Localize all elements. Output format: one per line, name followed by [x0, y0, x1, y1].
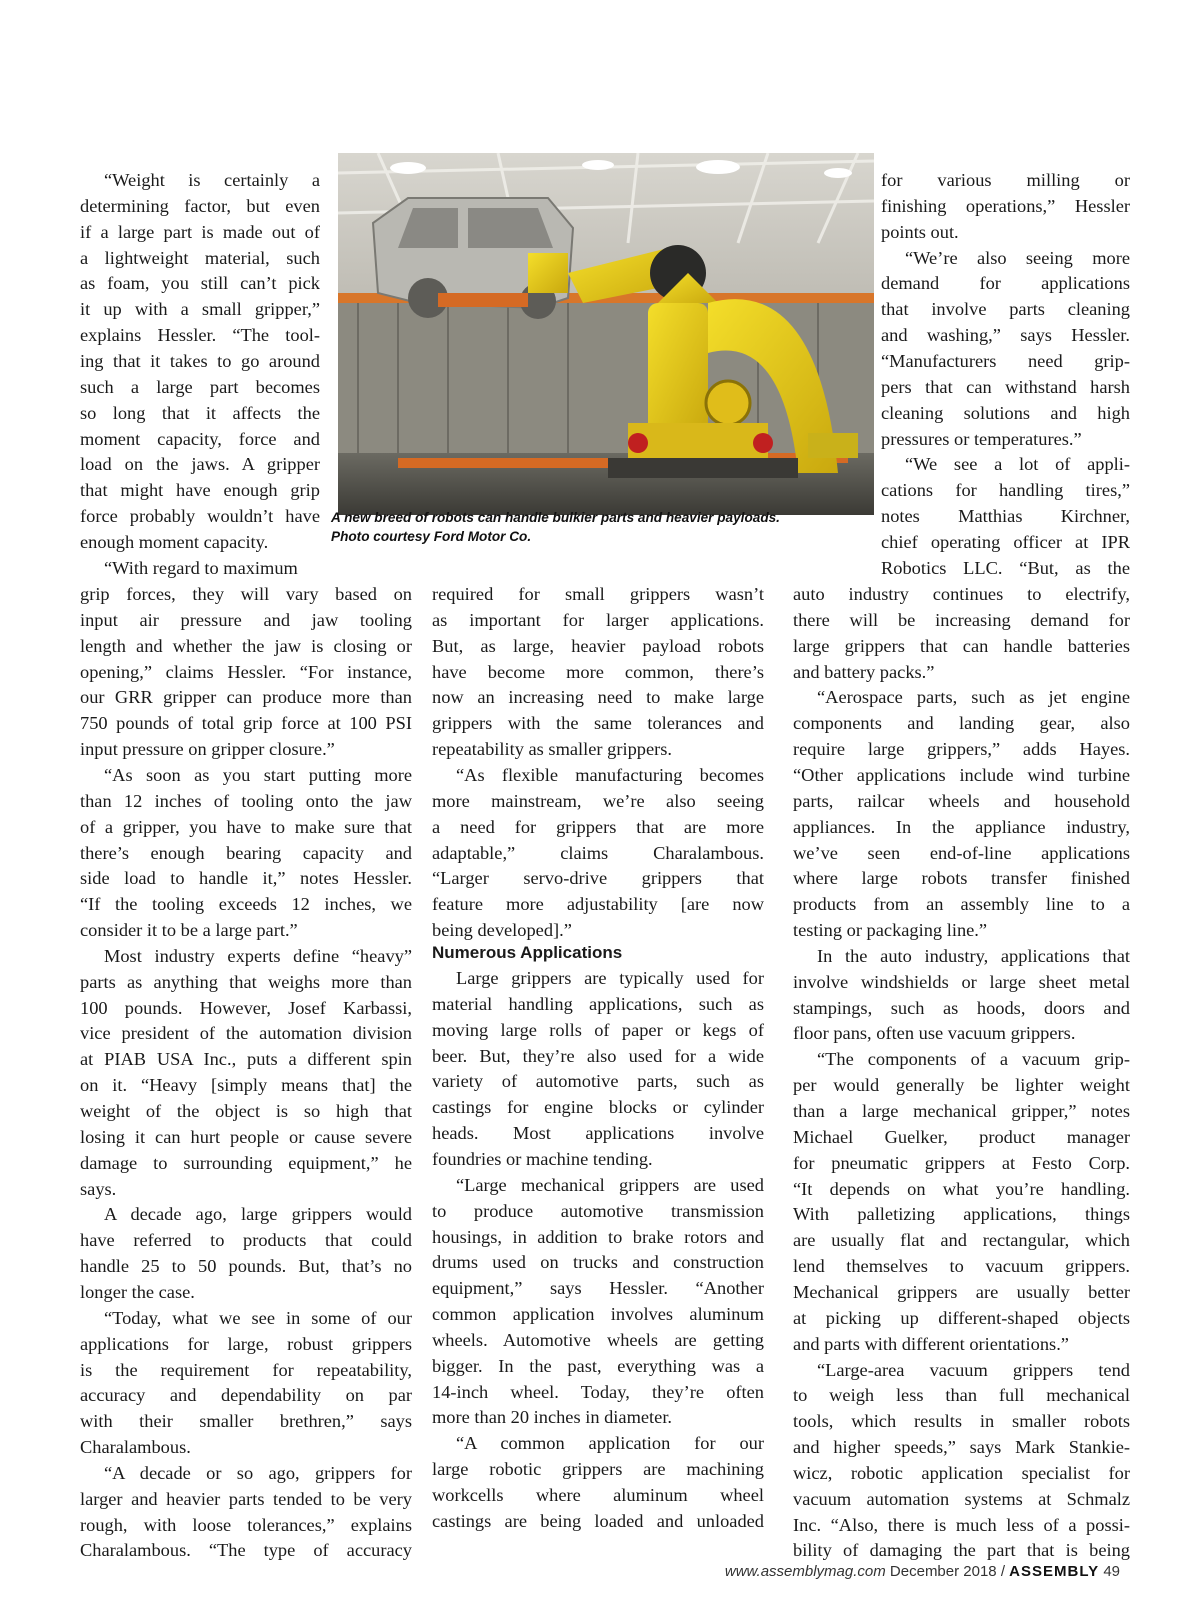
text-line: are usually flat and rectangular, which — [793, 1230, 1130, 1251]
text-line: says. — [80, 1178, 117, 1199]
text-line: input air pressure and jaw tooling — [80, 609, 412, 630]
text-line: Inc. “Also, there is much less of a possi- — [793, 1514, 1130, 1535]
text-line: “Larger servo-drive grippers that — [432, 868, 764, 889]
text-line: parts as anything that weighs more than — [80, 971, 412, 992]
text-line: lend themselves to vacuum grippers. — [793, 1256, 1130, 1277]
text-line: Robotics LLC. “But, as the — [881, 557, 1130, 578]
text-line: grippers with the same tolerances and — [432, 713, 764, 734]
text-line: rough, with loose tolerances,” explains — [80, 1514, 412, 1535]
text-line: Michael Guelker, product manager — [793, 1126, 1130, 1147]
text-line: wicz, robotic application specialist for — [793, 1462, 1130, 1483]
text-line: if a large part is made out of — [80, 221, 320, 242]
text-line: force probably wouldn’t have — [80, 506, 320, 527]
text-line: A decade ago, large grippers would — [104, 1204, 412, 1225]
text-line: as foam, you still can’t pick — [80, 273, 320, 294]
text-line: Charalambous. “The type of accuracy — [80, 1540, 412, 1561]
text-line: beer. But, they’re also used for a wide — [432, 1045, 764, 1066]
text-line: “A common application for our — [456, 1433, 764, 1454]
text-line: feature more adjustability [are now — [432, 894, 764, 915]
photo-credit: Photo courtesy Ford Motor Co. — [331, 529, 532, 544]
text-line: castings for engine blocks or cylinder — [432, 1097, 764, 1118]
text-line: In the auto industry, applications that — [817, 945, 1130, 966]
robot-photo — [338, 153, 874, 515]
text-line: repeatability as smaller grippers. — [432, 739, 673, 760]
text-line: to weigh less than full mechanical — [793, 1385, 1130, 1406]
text-line: applications for large, robust grippers — [80, 1333, 412, 1354]
text-line: pers that can withstand harsh — [881, 376, 1130, 397]
text-line: 750 pounds of total grip force at 100 PSI — [80, 713, 412, 734]
text-line: grip forces, they will vary based on — [80, 584, 412, 604]
text-line: “Aerospace parts, such as jet engine — [817, 687, 1130, 708]
text-line: more mainstream, we’re also seeing — [432, 790, 764, 811]
text-line: housings, in addition to brake rotors and — [432, 1226, 764, 1247]
text-line: and higher speeds,” says Mark Stankie- — [793, 1437, 1130, 1458]
text-line: points out. — [881, 221, 959, 242]
text-line: there’s enough bearing capacity and — [80, 842, 412, 863]
text-line: weight of the object is so high that — [80, 1101, 412, 1121]
text-line: “As flexible manufacturing becomes — [456, 764, 764, 785]
text-line: cleaning solutions and high — [881, 402, 1130, 423]
text-line: enough moment capacity. — [80, 531, 269, 552]
text-line: explains Hessler. “The tool- — [80, 325, 320, 346]
text-line: demand for applications — [881, 273, 1130, 294]
text-line: “Large mechanical grippers are used — [456, 1174, 764, 1195]
text-line: notes Matthias Kirchner, — [881, 506, 1130, 527]
text-line: cations for handling tires,” — [881, 480, 1130, 501]
text-line: “Manufacturers need grip- — [881, 350, 1130, 371]
text-line: equipment,” says Hessler. “Another — [432, 1278, 764, 1299]
text-line: bility of damaging the part that is being — [793, 1540, 1130, 1561]
text-line: input pressure on gripper closure.” — [80, 739, 335, 760]
text-line: of a gripper, you have to make sure that — [80, 816, 412, 837]
text-line: castings are being loaded and unloaded — [432, 1510, 764, 1531]
text-line: opening,” claims Hessler. “For instance, — [80, 661, 412, 682]
text-line: such a large part becomes — [80, 376, 320, 397]
text-line: appliances. In the appliance industry, — [793, 816, 1130, 837]
text-line: large grippers that can handle batteries — [793, 635, 1130, 656]
text-line: side load to handle it,” notes Hessler. — [80, 868, 412, 889]
text-line: require large grippers,” adds Hayes. — [793, 739, 1130, 760]
text-line: finishing operations,” Hessler — [881, 195, 1130, 216]
text-line: have become more common, there’s — [432, 661, 764, 682]
text-line: than a large mechanical gripper,” notes — [793, 1101, 1130, 1121]
text-line: With palletizing applications, things — [793, 1204, 1130, 1225]
text-line: a lightweight material, such — [80, 247, 320, 268]
magazine-name: ASSEMBLY — [1009, 1563, 1100, 1580]
text-line: length and whether the jaw is closing or — [80, 635, 412, 656]
text-line: and washing,” says Hessler. — [881, 325, 1130, 346]
text-line: that might have enough grip — [80, 480, 320, 501]
text-line: Most industry experts define “heavy” — [104, 945, 412, 966]
text-line: drums used on trucks and construction — [432, 1252, 764, 1273]
text-line: “It depends on what you’re handling. — [793, 1178, 1130, 1199]
text-line: heads. Most applications involve — [432, 1123, 764, 1144]
text-line: wheels. Automotive wheels are getting — [432, 1329, 764, 1350]
text-line: “We’re also seeing more — [905, 247, 1130, 268]
text-line: “With regard to maximum — [104, 557, 298, 578]
text-line: “Large-area vacuum grippers tend — [817, 1359, 1130, 1380]
text-line: Large grippers are typically used for — [456, 968, 764, 988]
text-line: ing that it takes to go around — [80, 350, 320, 371]
text-line: vacuum automation systems at Schmalz — [793, 1488, 1130, 1509]
text-line: handle 25 to 50 pounds. But, that’s no — [80, 1256, 412, 1277]
text-line: more than 20 inches in diameter. — [432, 1407, 673, 1428]
text-line: now an increasing need to make large — [432, 687, 764, 708]
text-line: it up with a small gripper,” — [80, 299, 320, 320]
text-line: required for small grippers wasn’t — [432, 584, 764, 604]
text-line: bigger. In the past, everything was a — [432, 1355, 764, 1376]
text-line: “Today, what we see in some of our — [104, 1307, 412, 1328]
text-line: consider it to be a large part.” — [80, 920, 298, 941]
text-line: foundries or machine tending. — [432, 1148, 653, 1169]
text-line: for pneumatic grippers at Festo Corp. — [793, 1152, 1130, 1173]
text-line: products from an assembly line to a — [793, 894, 1130, 915]
text-line: determining factor, but even — [80, 195, 320, 216]
text-line: is the requirement for repeatability, — [80, 1359, 412, 1380]
page-number: 49 — [1103, 1563, 1120, 1580]
text-line: workcells where aluminum wheel — [432, 1485, 764, 1505]
text-line: “As soon as you start putting more — [104, 764, 412, 785]
text-line: as important for larger applications. — [432, 609, 764, 630]
issue-date: December 2018 — [889, 1563, 997, 1580]
photo-caption — [331, 508, 780, 546]
text-line: at PIAB USA Inc., puts a different spin — [80, 1049, 412, 1070]
text-line: our GRR gripper can produce more than — [80, 687, 412, 708]
text-line: being developed].” — [432, 920, 572, 941]
text-line: involve windshields or large sheet metal — [793, 971, 1130, 992]
text-line: per would generally be lighter weight — [793, 1075, 1130, 1096]
text-line: accuracy and dependability on par — [80, 1385, 412, 1406]
text-line: “A decade or so ago, grippers for — [104, 1462, 412, 1483]
text-line: moving large rolls of paper or kegs of — [432, 1019, 764, 1040]
text-line: 14-inch wheel. Today, they’re often — [432, 1381, 764, 1402]
text-line: pressures or temperatures.” — [881, 428, 1082, 449]
text-line: 100 pounds. However, Josef Karbassi, — [80, 997, 412, 1018]
text-line: tools, which results in smaller robots — [793, 1411, 1130, 1432]
text-line: a need for grippers that are more — [432, 816, 764, 837]
text-line: chief operating officer at IPR — [881, 531, 1130, 552]
text-line: “Weight is certainly a — [104, 170, 320, 190]
photo-caption-line: A new breed of robots can handle bulkier parts and heavier payloads. — [331, 510, 780, 525]
text-line: “Other applications include wind turbine — [793, 764, 1130, 785]
text-line: there will be increasing demand for — [793, 609, 1130, 630]
text-line: and battery packs.” — [793, 661, 935, 682]
text-line: “The components of a vacuum grip- — [817, 1049, 1130, 1070]
text-line: variety of automotive parts, such as — [432, 1071, 764, 1092]
footer-separator: / — [1000, 1563, 1005, 1580]
text-line: to produce automotive transmission — [432, 1200, 764, 1221]
text-line: losing it can hurt people or cause severe — [80, 1126, 412, 1147]
text-line: we’ve seen end-of-line applications — [793, 842, 1130, 863]
text-line: large robotic grippers are machining — [432, 1459, 764, 1480]
text-line: common application involves aluminum — [432, 1304, 764, 1325]
text-line: But, as large, heavier payload robots — [432, 635, 764, 656]
text-line: so long that it affects the — [80, 402, 320, 423]
text-line: floor pans, often use vacuum grippers. — [793, 1023, 1076, 1044]
text-line: stampings, such as hoods, doors and — [793, 997, 1130, 1018]
text-line: parts, railcar wheels and household — [793, 790, 1130, 811]
text-line: material handling applications, such as — [432, 993, 764, 1014]
website-url: www.assemblymag.com — [724, 1563, 886, 1580]
text-line: components and landing gear, also — [793, 713, 1130, 734]
text-line: on it. “Heavy [simply means that] the — [80, 1075, 412, 1096]
text-line: damage to surrounding equipment,” he — [80, 1152, 412, 1173]
text-line: at picking up different-shaped objects — [793, 1307, 1130, 1328]
text-line: Charalambous. — [80, 1437, 191, 1458]
text-line: adaptable,” claims Charalambous. — [432, 842, 764, 863]
text-line: and parts with different orientations.” — [793, 1333, 1069, 1354]
text-line: “If the tooling exceeds 12 inches, we — [80, 894, 412, 915]
text-line: where large robots transfer finished — [793, 868, 1130, 889]
text-line: than 12 inches of tooling onto the jaw — [80, 790, 412, 811]
text-line: larger and heavier parts tended to be very — [80, 1488, 412, 1509]
text-line: “We see a lot of appli- — [905, 454, 1130, 475]
section-subhead: Numerous Applications — [432, 943, 623, 962]
text-line: load on the jaws. A gripper — [80, 454, 320, 475]
text-line: with their smaller brethren,” says — [80, 1411, 412, 1432]
text-line: that involve parts cleaning — [881, 299, 1130, 320]
text-line: vice president of the automation division — [80, 1023, 412, 1044]
text-line: have referred to products that could — [80, 1230, 412, 1251]
text-line: moment capacity, force and — [80, 428, 320, 449]
text-line: longer the case. — [80, 1281, 195, 1302]
text-line: Mechanical grippers are usually better — [793, 1281, 1130, 1302]
text-line: for various milling or — [881, 170, 1130, 190]
text-line: testing or packaging line.” — [793, 920, 988, 941]
text-line: auto industry continues to electrify, — [793, 584, 1130, 604]
page-footer — [725, 1560, 1120, 1584]
